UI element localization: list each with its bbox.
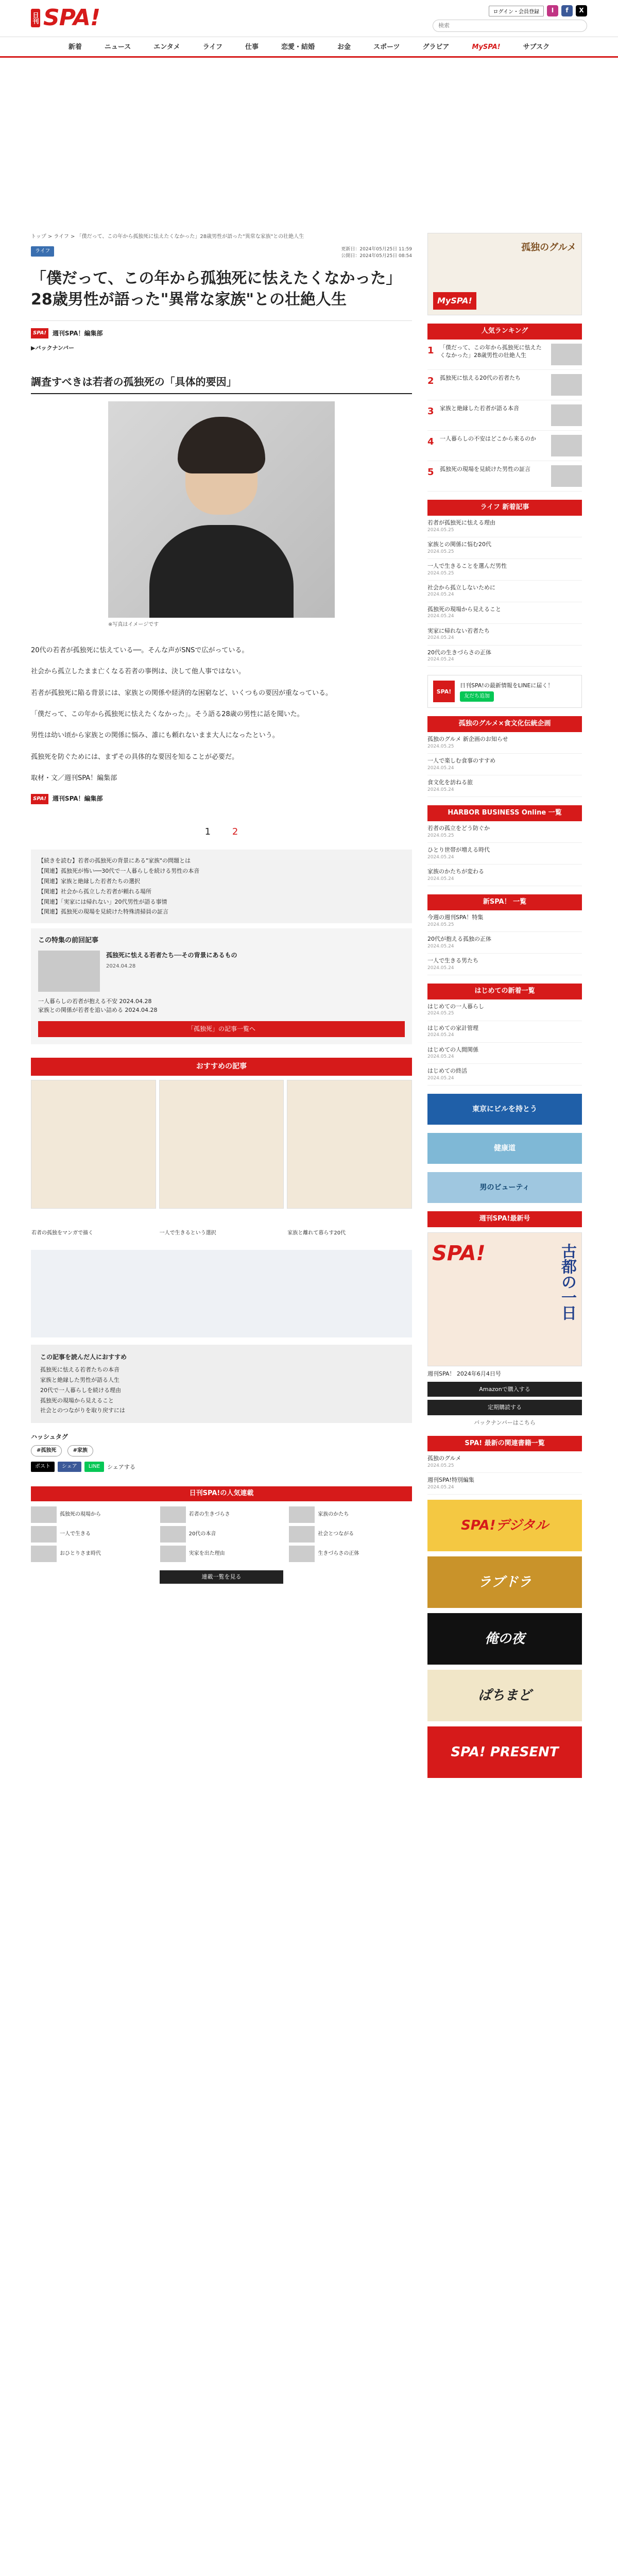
previous-article-box bbox=[31, 928, 412, 1044]
first-item[interactable] bbox=[427, 1043, 582, 1064]
latest-item-title: 若者が孤独死に怯える理由 bbox=[427, 519, 495, 526]
new-spa-item[interactable] bbox=[427, 954, 582, 975]
recommended-item[interactable]: 孤独死に怯える若者たちの本音 bbox=[40, 1366, 119, 1374]
ranking-title: 孤独死に怯える20代の若者たち bbox=[440, 374, 521, 381]
gourmet-item-date: 2024.05.24 bbox=[427, 766, 454, 771]
feature-title: 孤独死に怯える若者たち──その背景にあるもの bbox=[106, 951, 237, 959]
line-follow-card bbox=[427, 675, 582, 708]
latest-item-title: 家族との関係に悩む20代 bbox=[427, 540, 491, 548]
ranking-thumbnail bbox=[551, 374, 582, 396]
site-header bbox=[0, 0, 618, 37]
popular-item-label: おひとりさま時代 bbox=[60, 1551, 101, 1557]
login-button[interactable]: ログイン・会員登録 bbox=[489, 6, 544, 16]
harbor-item[interactable] bbox=[427, 843, 582, 865]
page-1[interactable]: 1 bbox=[204, 826, 211, 837]
first-item-date: 2024.05.25 bbox=[427, 1011, 454, 1016]
related-link[interactable]: 【関連】社会から孤立した若者が頼れる場所 bbox=[38, 888, 151, 895]
first-list bbox=[427, 999, 582, 1086]
feature-subitem[interactable] bbox=[38, 1006, 405, 1015]
sidebar bbox=[427, 233, 582, 1809]
related-link[interactable]: 【関連】「実家には帰れない」20代男性が語る事情 bbox=[38, 898, 167, 905]
banner-building[interactable]: 東京にビルを持とう bbox=[427, 1094, 582, 1125]
ad-title: 孤独のグルメ bbox=[521, 242, 576, 253]
related-book-item[interactable] bbox=[427, 1451, 582, 1473]
promo-orenoyoru[interactable]: 俺の夜 bbox=[427, 1613, 582, 1665]
credit-text: 週刊SPA！編集部 bbox=[52, 794, 103, 802]
recommend-caption: 若者の孤独をマンガで描く bbox=[31, 1230, 93, 1236]
gourmet-list bbox=[427, 732, 582, 797]
harbor-item[interactable] bbox=[427, 865, 582, 886]
popular-item[interactable] bbox=[31, 1526, 154, 1543]
recommended-item[interactable]: 家族と絶縁した男性が語る人生 bbox=[40, 1377, 119, 1384]
article-title: 「僕だって、この年から孤独死に怯えたくなかった」28歳男性が語った"異常な家族"との壮絶人生 bbox=[31, 269, 402, 309]
gourmet-item[interactable] bbox=[427, 775, 582, 797]
latest-item[interactable] bbox=[427, 624, 582, 646]
published-date: 公開日：2024年05月25日 08:54 bbox=[341, 253, 412, 259]
back-number-link[interactable]: ▶バックナンバー bbox=[31, 345, 75, 352]
search-input[interactable] bbox=[433, 20, 587, 32]
hashtag-section bbox=[31, 1432, 412, 1456]
facebook-icon[interactable]: f bbox=[561, 5, 573, 16]
latest-item-date: 2024.05.25 bbox=[427, 527, 454, 533]
feature-sublist bbox=[38, 997, 405, 1015]
paragraph: 「僕だって、この年から孤独死に怯えたくなかった」。そう語る28歳の男性に話を聞いた。 bbox=[31, 710, 304, 718]
popular-item[interactable] bbox=[31, 1506, 154, 1523]
latest-item-date: 2024.05.25 bbox=[427, 570, 454, 576]
photo-caption: ※写真はイメージです bbox=[108, 621, 159, 628]
ranking-item[interactable] bbox=[427, 461, 582, 492]
article-subtitle: 調査すべきは若者の孤独死の「具体的要因」 bbox=[31, 374, 412, 394]
share-bar bbox=[31, 1462, 412, 1472]
share-facebook-button[interactable]: シェア bbox=[58, 1462, 81, 1472]
feature-heading: この特集の前回記事 bbox=[38, 937, 99, 945]
popular-item-label: 実家を出た理由 bbox=[188, 1551, 225, 1557]
popular-thumbnail bbox=[31, 1546, 57, 1562]
related-book-title: 孤独のグルメ bbox=[427, 1455, 461, 1462]
related-link[interactable]: 【関連】孤独死の現場を見続けた特殊清掃員の証言 bbox=[38, 908, 168, 916]
logo-badge: 日刊 bbox=[31, 9, 40, 27]
feature-date: 2024.04.28 bbox=[106, 963, 136, 970]
spa-logo-icon: SPA! bbox=[433, 681, 455, 702]
related-link[interactable]: 【続きを読む】若者の孤独死の背景にある"家族"の問題とは bbox=[38, 857, 191, 865]
related-book-title: 週刊SPA!特別編集 bbox=[427, 1477, 474, 1484]
sidebar-ad[interactable] bbox=[427, 233, 582, 315]
footer-spacer bbox=[427, 1778, 582, 1809]
first-item[interactable] bbox=[427, 1021, 582, 1043]
ranking-item[interactable] bbox=[427, 340, 582, 370]
ranking-list bbox=[427, 340, 582, 492]
popular-thumbnail bbox=[160, 1506, 186, 1523]
author-line bbox=[31, 320, 412, 338]
new-spa-item-date: 2024.05.24 bbox=[427, 965, 454, 971]
latest-item-date: 2024.05.24 bbox=[427, 614, 454, 619]
recommended-item[interactable]: 孤独死の現場から見えること bbox=[40, 1397, 114, 1404]
gourmet-item-title: 一人で楽しむ食事のすすめ bbox=[427, 757, 496, 765]
related-link[interactable]: 【関連】孤独死が怖い──30代で一人暮らしを続ける男性の本音 bbox=[38, 868, 200, 875]
recommend-caption: 一人で生きるという選択 bbox=[159, 1230, 216, 1236]
harbor-item-date: 2024.05.24 bbox=[427, 876, 454, 882]
first-item[interactable] bbox=[427, 1064, 582, 1086]
category-tag[interactable]: ライフ bbox=[31, 246, 54, 257]
cover-logo: SPA! bbox=[432, 1242, 486, 1266]
share-x-button[interactable]: ポスト bbox=[31, 1462, 55, 1472]
rank-number: 4 bbox=[427, 436, 434, 447]
popular-item[interactable] bbox=[160, 1506, 283, 1523]
new-spa-item[interactable] bbox=[427, 910, 582, 932]
new-spa-item-title: 20代が抱える孤独の正体 bbox=[427, 935, 491, 942]
related-links bbox=[31, 850, 412, 923]
popular-item-label: 社会とつながる bbox=[318, 1531, 354, 1537]
promo-lovedora[interactable]: ラブドラ bbox=[427, 1556, 582, 1608]
ranking-title: 「僕だって、この年から孤独死に怯えたくなかった」28歳男性の壮絶人生 bbox=[440, 344, 542, 359]
popular-item-label: 孤独死の現場から bbox=[60, 1512, 101, 1518]
latest-item-title: 一人で生きることを選んだ男性 bbox=[427, 562, 507, 569]
ranking-item[interactable] bbox=[427, 400, 582, 431]
ranking-item[interactable] bbox=[427, 431, 582, 461]
credit-line bbox=[31, 794, 412, 804]
related-books-list bbox=[427, 1451, 582, 1495]
rank-number: 3 bbox=[427, 405, 434, 417]
ranking-thumbnail bbox=[551, 404, 582, 426]
popular-thumbnail bbox=[289, 1526, 315, 1543]
feature-subitem-text: 家族との関係が若者を追い詰める bbox=[38, 1007, 123, 1014]
ad-slot[interactable] bbox=[31, 1250, 412, 1337]
nav-work[interactable]: 仕事 bbox=[245, 43, 259, 51]
popular-item[interactable] bbox=[289, 1506, 412, 1523]
related-book-date: 2024.05.25 bbox=[427, 1463, 454, 1469]
gourmet-item-title: 孤独のグルメ 新企画のお知らせ bbox=[427, 736, 508, 743]
popular-thumbnail bbox=[289, 1546, 315, 1562]
popular-item[interactable] bbox=[289, 1546, 412, 1562]
latest-item[interactable] bbox=[427, 581, 582, 602]
magazine-heading: 週刊SPA!最新号 bbox=[427, 1211, 582, 1227]
promo-spa-present[interactable]: SPA! PRESENT bbox=[427, 1726, 582, 1778]
popular-item-label: 家族のかたち bbox=[318, 1512, 349, 1518]
feature-subitem-date: 2024.04.28 bbox=[125, 1007, 158, 1014]
banner-health[interactable]: 健康道 bbox=[427, 1133, 582, 1164]
x-icon[interactable]: X bbox=[576, 5, 587, 16]
gourmet-item-title: 食文化を訪ねる旅 bbox=[427, 779, 473, 786]
nav-sports[interactable]: スポーツ bbox=[373, 43, 400, 51]
related-books-heading: SPA! 最新の関連書籍一覧 bbox=[427, 1436, 582, 1452]
promo-pachimado[interactable]: ぱちまど bbox=[427, 1670, 582, 1721]
spa-logo-icon: SPA! bbox=[31, 794, 48, 804]
photo-figure-hair bbox=[178, 417, 265, 473]
harbor-item-title: ひとり世帯が増える時代 bbox=[427, 846, 490, 854]
recommended-item[interactable]: 社会とのつながりを取り戻すには bbox=[40, 1407, 125, 1414]
paragraph: 孤独死を防ぐためには、まずその具体的な要因を知ることが必要だ。 bbox=[31, 753, 239, 761]
latest-item[interactable] bbox=[427, 537, 582, 559]
author-credit: 取材・文／週刊SPA！編集部 bbox=[31, 774, 117, 783]
popular-item[interactable] bbox=[289, 1526, 412, 1543]
gourmet-heading: 孤独のグルメ×食文化伝統企画 bbox=[427, 716, 582, 732]
site-logo[interactable] bbox=[31, 0, 100, 36]
latest-item[interactable] bbox=[427, 516, 582, 537]
paragraph: 男性は幼い頃から家族との関係に悩み、誰にも頼れないまま大人になったという。 bbox=[31, 732, 279, 740]
instagram-icon[interactable]: I bbox=[547, 5, 558, 16]
ranking-thumbnail bbox=[551, 465, 582, 487]
related-link[interactable]: 【関連】家族と絶縁した若者たちの選択 bbox=[38, 877, 140, 885]
ranking-thumbnail bbox=[551, 435, 582, 456]
buy-amazon-button[interactable]: Amazonで購入する bbox=[427, 1382, 582, 1397]
latest-item[interactable] bbox=[427, 559, 582, 581]
popular-thumbnail bbox=[160, 1546, 186, 1562]
popular-item[interactable] bbox=[160, 1546, 283, 1562]
feature-subitem-text: 一人暮らしの若者が抱える不安 bbox=[38, 997, 117, 1005]
new-spa-list bbox=[427, 910, 582, 975]
popular-more-button[interactable]: 連載一覧を見る bbox=[160, 1570, 283, 1584]
share-line-button[interactable]: LINE bbox=[84, 1462, 104, 1472]
popular-grid bbox=[31, 1501, 412, 1567]
harbor-item-title: 家族のかたちが変わる bbox=[427, 868, 484, 875]
photo-figure-body bbox=[149, 525, 294, 618]
rank-number: 2 bbox=[427, 375, 434, 386]
hashtag-chip[interactable]: #孤独死 bbox=[31, 1445, 62, 1456]
feature-subitem[interactable] bbox=[38, 997, 405, 1006]
popular-thumbnail bbox=[31, 1526, 57, 1543]
popular-item[interactable] bbox=[160, 1526, 283, 1543]
gourmet-item-date: 2024.05.25 bbox=[427, 744, 454, 750]
breadcrumb[interactable]: トップ > ライフ > 「僕だって、この年から孤独死に怯えたくなかった」28歳男性が語った"異常な家族"との壮絶人生 bbox=[31, 234, 304, 240]
new-spa-item-title: 一人で生きる男たち bbox=[427, 957, 478, 964]
magazine-cover[interactable] bbox=[427, 1232, 582, 1366]
first-item-title: はじめての人間関係 bbox=[427, 1046, 478, 1053]
first-item-title: はじめての一人暮らし bbox=[427, 1003, 484, 1010]
first-item-date: 2024.05.24 bbox=[427, 1032, 454, 1038]
promo-spa-digital[interactable]: SPA!デジタル bbox=[427, 1500, 582, 1551]
recommend-card[interactable] bbox=[159, 1080, 284, 1236]
banner-beauty[interactable]: 男のビューティ bbox=[427, 1172, 582, 1203]
latest-item-date: 2024.05.24 bbox=[427, 657, 454, 663]
ranking-title: 孤独死の現場を見続けた男性の証言 bbox=[440, 465, 530, 472]
pagination bbox=[31, 825, 412, 840]
new-spa-item[interactable] bbox=[427, 932, 582, 954]
global-nav bbox=[0, 37, 618, 58]
paragraph: 若者が孤独死に陥る背景には、家族との関係や経済的な困窮など、いくつもの要因が重なっている。 bbox=[31, 689, 333, 697]
page-body bbox=[31, 58, 587, 1809]
rank-number: 5 bbox=[427, 466, 434, 478]
paragraph: 社会から孤立したまま亡くなる若者の事例は、決して他人事ではない。 bbox=[31, 668, 246, 676]
recommended-item[interactable]: 20代で一人暮らしを続ける理由 bbox=[40, 1386, 121, 1394]
new-spa-item-title: 今週の週刊SPA！特集 bbox=[427, 913, 484, 921]
latest-item-date: 2024.05.24 bbox=[427, 635, 454, 641]
harbor-item-date: 2024.05.24 bbox=[427, 854, 454, 860]
harbor-list bbox=[427, 821, 582, 886]
new-spa-item-date: 2024.05.24 bbox=[427, 943, 454, 949]
hashtag-chip[interactable]: #家族 bbox=[67, 1445, 93, 1456]
feature-more-button[interactable]: 「孤独死」の記事一覧へ bbox=[38, 1021, 405, 1037]
nav-gravure[interactable]: グラビア bbox=[422, 43, 450, 51]
backnumber-link[interactable]: バックナンバーはこちら bbox=[474, 1419, 536, 1427]
latest-item-title: 孤独死の現場から見えること bbox=[427, 605, 501, 613]
first-item-date: 2024.05.24 bbox=[427, 1076, 454, 1081]
latest-item[interactable] bbox=[427, 602, 582, 624]
harbor-item[interactable] bbox=[427, 821, 582, 843]
related-book-item[interactable] bbox=[427, 1473, 582, 1495]
harbor-item-date: 2024.05.25 bbox=[427, 833, 454, 838]
line-add-friend-button[interactable]: 友だち追加 bbox=[460, 691, 494, 702]
gourmet-item-date: 2024.05.24 bbox=[427, 787, 454, 793]
latest-list bbox=[427, 516, 582, 667]
nav-money[interactable]: お金 bbox=[337, 43, 351, 51]
recommend-card[interactable] bbox=[31, 1080, 156, 1236]
popular-item[interactable] bbox=[31, 1546, 154, 1562]
popular-thumbnail bbox=[160, 1526, 186, 1543]
feature-subitem-date: 2024.04.28 bbox=[119, 997, 152, 1005]
recommend-card[interactable] bbox=[287, 1080, 412, 1236]
latest-item-date: 2024.05.24 bbox=[427, 592, 454, 598]
new-spa-heading: 新SPA！ 一覧 bbox=[427, 894, 582, 910]
paragraph: 20代の若者が孤独死に怯えている──。そんな声がSNSで広がっている。 bbox=[31, 646, 249, 654]
popular-item-label: 一人で生きる bbox=[60, 1531, 91, 1537]
popular-heading: 日刊SPA!の人気連載 bbox=[31, 1486, 412, 1501]
first-item-title: はじめての家計管理 bbox=[427, 1024, 478, 1031]
harbor-heading: HARBOR BUSINESS Online 一覧 bbox=[427, 805, 582, 821]
share-label: シェアする bbox=[107, 1463, 135, 1470]
article-photo bbox=[108, 401, 335, 618]
latest-item-title: 20代の生きづらさの正体 bbox=[427, 649, 491, 656]
new-spa-item-date: 2024.05.25 bbox=[427, 922, 454, 927]
first-item-date: 2024.05.24 bbox=[427, 1054, 454, 1060]
recommend-heading: おすすめの記事 bbox=[31, 1058, 412, 1075]
related-book-date: 2024.05.24 bbox=[427, 1485, 454, 1490]
article-dates bbox=[341, 246, 412, 259]
ranking-heading: 人気ランキング bbox=[427, 324, 582, 340]
popular-item-label: 若者の生きづらさ bbox=[188, 1512, 230, 1518]
popular-thumbnail bbox=[31, 1506, 57, 1523]
popular-item-label: 生きづらさの正体 bbox=[318, 1551, 359, 1557]
ranking-title: 一人暮らしの不安はどこから来るのか bbox=[440, 435, 536, 442]
latest-item[interactable] bbox=[427, 646, 582, 667]
ad-badge: MySPA! bbox=[433, 292, 476, 310]
logo-wordmark: SPA! bbox=[43, 5, 100, 31]
author-link[interactable]: 週刊SPA！編集部 bbox=[52, 329, 103, 337]
updated-date: 更新日：2024年05月25日 11:59 bbox=[341, 247, 412, 252]
latest-item-date: 2024.05.25 bbox=[427, 549, 454, 554]
latest-item-title: 社会から孤立しないために bbox=[427, 584, 495, 591]
cover-headline: 古都の一日 bbox=[558, 1243, 576, 1321]
article-column bbox=[31, 233, 412, 1809]
header-utilities bbox=[433, 5, 587, 32]
feature-item[interactable] bbox=[38, 951, 405, 992]
latest-item-title: 実家に帰れない若者たち bbox=[427, 627, 490, 634]
ranking-thumbnail bbox=[551, 344, 582, 365]
latest-heading: ライフ 新着記事 bbox=[427, 500, 582, 516]
gourmet-item[interactable] bbox=[427, 732, 582, 754]
nav-news[interactable]: ニュース bbox=[104, 43, 131, 51]
recommended-list bbox=[31, 1345, 412, 1423]
feature-thumbnail bbox=[38, 951, 100, 992]
nav-life[interactable]: ライフ bbox=[202, 43, 222, 51]
gourmet-item[interactable] bbox=[427, 754, 582, 775]
recommended-heading: この記事を読んだ人におすすめ bbox=[40, 1353, 127, 1361]
first-heading: はじめての新着一覧 bbox=[427, 984, 582, 999]
popular-item-label: 20代の本音 bbox=[188, 1531, 216, 1537]
popular-thumbnail bbox=[289, 1506, 315, 1523]
recommend-manga-row bbox=[31, 1080, 412, 1236]
ranking-item[interactable] bbox=[427, 370, 582, 400]
nav-myspa[interactable]: MySPA! bbox=[472, 43, 501, 51]
subscribe-button[interactable]: 定期購読する bbox=[427, 1400, 582, 1415]
hashtag-heading: ハッシュタグ bbox=[31, 1433, 68, 1441]
nav-entame[interactable]: エンタメ bbox=[153, 43, 180, 51]
ranking-title: 家族と絶縁した若者が語る本音 bbox=[440, 404, 519, 412]
recommend-caption: 家族と離れて暮らす20代 bbox=[287, 1230, 346, 1236]
first-item-title: はじめての終活 bbox=[427, 1067, 467, 1075]
magazine-caption: 週刊SPA！ 2024年6月4日号 bbox=[427, 1370, 501, 1378]
page-2[interactable]: 2 bbox=[232, 826, 238, 837]
first-item[interactable] bbox=[427, 999, 582, 1021]
article-meta bbox=[31, 246, 412, 259]
line-card-title: 日刊SPA!の最新情報をLINEに届く！ bbox=[460, 682, 554, 689]
rank-number: 1 bbox=[427, 345, 434, 356]
harbor-item-title: 若者の孤立をどう防ぐか bbox=[427, 825, 490, 832]
nav-subscribe[interactable]: サブスク bbox=[523, 43, 550, 51]
nav-love[interactable]: 恋愛・結婚 bbox=[281, 43, 315, 51]
spa-logo-icon: SPA! bbox=[31, 328, 48, 338]
nav-new[interactable]: 新着 bbox=[68, 43, 82, 51]
